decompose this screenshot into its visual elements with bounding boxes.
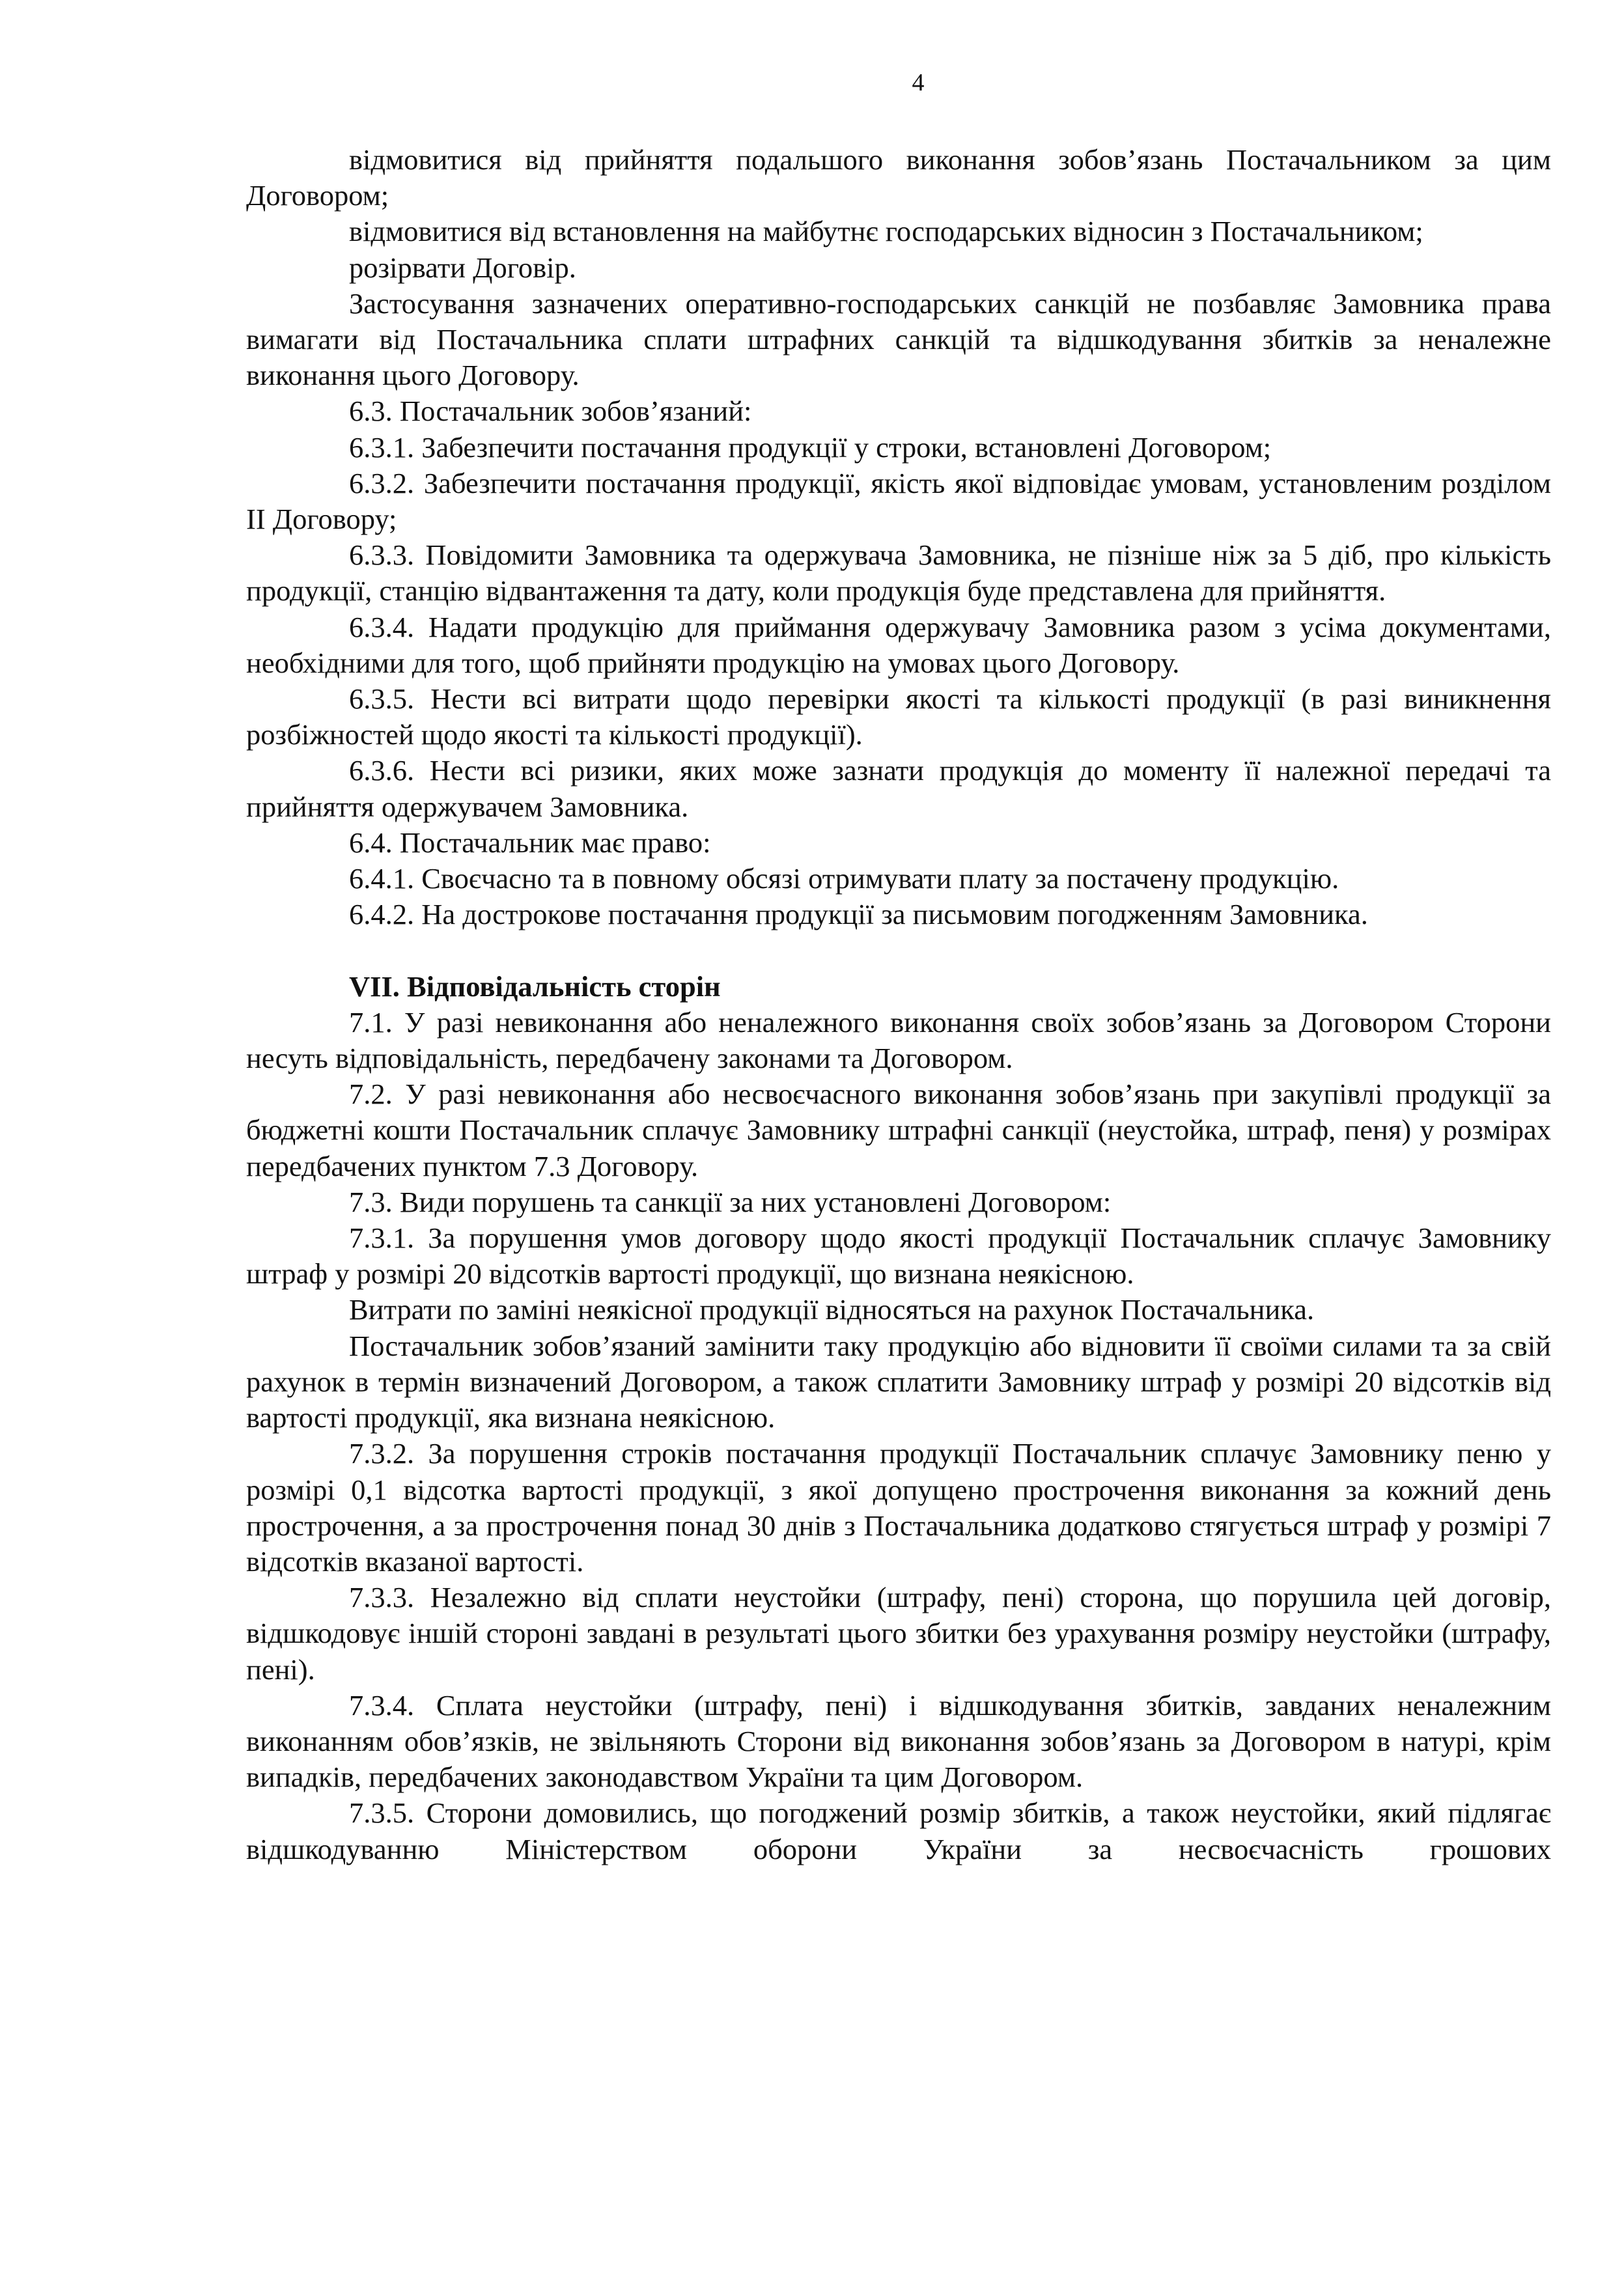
paragraph-supplier-replacement-obligation: Постачальник зобов’язаний замінити таку продукцію або відновити її своїми силами та за свій рахунок в термін визначений Договором, а також сплатити Замовнику штраф у розмірі 20 відсотків від вартості продукції, яка визнана неякісною. bbox=[246, 1329, 1551, 1434]
clause-6-3-1: 6.3.1. Забезпечити постачання продукції у строки, встановлені Договором; bbox=[349, 430, 1272, 464]
clause-6-3-6: 6.3.6. Нести всі ризики, яких може зазнати продукція до моменту її належної передачі та прийняття одержувачем Замовника. bbox=[246, 754, 1551, 823]
paragraph-replacement-costs: Витрати по заміні неякісної продукції відносяться на рахунок Постачальника. bbox=[349, 1293, 1315, 1326]
clause-7-3-3: 7.3.3. Незалежно від сплати неустойки (штрафу, пені) сторона, що порушила цей договір, відшкодовує іншій стороні завдані в результаті цього збитки без урахування розміру неустойки (штрафу, пені). bbox=[246, 1581, 1551, 1686]
document-body bbox=[246, 142, 1551, 1867]
paragraph-terminate-contract: розірвати Договір. bbox=[349, 251, 576, 284]
clause-6-3-3: 6.3.3. Повідомити Замовника та одержувача Замовника, не пізніше ніж за 5 діб, про кількість продукції, станцію відвантаження та дату, коли продукція буде представлена для прийняття. bbox=[246, 538, 1551, 607]
clause-6-3-4: 6.3.4. Надати продукцію для приймання одержувачу Замовника разом з усіма документами, необхідними для того, щоб прийняти продукцію на умовах цього Договору. bbox=[246, 610, 1551, 679]
spacer bbox=[246, 932, 1551, 968]
clause-6-3-5: 6.3.5. Нести всі витрати щодо перевірки якості та кількості продукції (в разі виникнення розбіжностей щодо якості та кількості продукції). bbox=[246, 682, 1551, 751]
clause-6-4-2: 6.4.2. На дострокове постачання продукції за письмовим погодженням Замовника. bbox=[349, 898, 1368, 931]
paragraph-sanctions-note: Застосування зазначених оперативно-господарських санкцій не позбавляє Замовника права вимагати від Постачальника сплати штрафних санкцій та відшкодування збитків за неналежне виконання цього Договору. bbox=[246, 286, 1551, 392]
clause-6-4: 6.4. Постачальник має право: bbox=[349, 826, 711, 859]
clause-6-3-2: 6.3.2. Забезпечити постачання продукції, якість якої відповідає умовам, установленим розділом II Договору; bbox=[246, 466, 1551, 536]
clause-7-3-2: 7.3.2. За порушення строків постачання продукції Постачальник сплачує Замовнику пеню у розмірі 0,1 відсотка вартості продукції, з якої допущено прострочення виконання за кожний день прострочення, а за прострочення понад 30 днів з Постачальника додатково стягується штраф у розмірі 7 відсотків вказаної вартості. bbox=[246, 1437, 1551, 1578]
clause-7-3-4: 7.3.4. Сплата неустойки (штрафу, пені) і відшкодування збитків, завданих неналежним виконанням обов’язків, не звільняють Сторони від виконання зобов’язань за Договором в натурі, крім випадків, передбачених законодавством України та цим Договором. bbox=[246, 1688, 1551, 1794]
clause-7-2: 7.2. У разі невиконання або несвоєчасного виконання зобов’язань при закупівлі продукції за бюджетні кошти Постачальник сплачує Замовнику штрафні санкції (неустойка, штраф, пеня) у розмірах передбачених пунктом 7.3 Договору. bbox=[246, 1078, 1551, 1182]
clause-7-1: 7.1. У разі невиконання або неналежного виконання своїх зобов’язань за Договором Сторони несуть відповідальність, передбачену законами та Договором. bbox=[246, 1005, 1551, 1075]
paragraph-refuse-further-acceptance: відмовитися від прийняття подальшого виконання зобов’язань Постачальником за цим Договором; bbox=[246, 143, 1551, 212]
clause-6-4-1: 6.4.1. Своєчасно та в повному обсязі отримувати плату за постачену продукцію. bbox=[349, 862, 1339, 895]
clause-7-3-1: 7.3.1. За порушення умов договору щодо якості продукції Постачальник сплачує Замовнику штраф у розмірі 20 відсотків вартості продукції, що визнана неякісною. bbox=[246, 1221, 1551, 1290]
page-number: 4 bbox=[912, 69, 925, 96]
clause-7-3: 7.3. Види порушень та санкції за них установлені Договором: bbox=[349, 1185, 1112, 1218]
paragraph-refuse-future-relations: відмовитися від встановлення на майбутнє господарських відносин з Постачальником; bbox=[349, 215, 1423, 248]
clause-7-3-5: 7.3.5. Сторони домовились, що погоджений розмір збитків, а також неустойки, який підлягає відшкодуванню Міністерством оборони України за несвоєчасність грошових bbox=[246, 1796, 1551, 1865]
clause-6-3: 6.3. Постачальник зобов’язаний: bbox=[349, 395, 752, 428]
section-heading-vii: VII. Відповідальність сторін bbox=[349, 970, 721, 1003]
